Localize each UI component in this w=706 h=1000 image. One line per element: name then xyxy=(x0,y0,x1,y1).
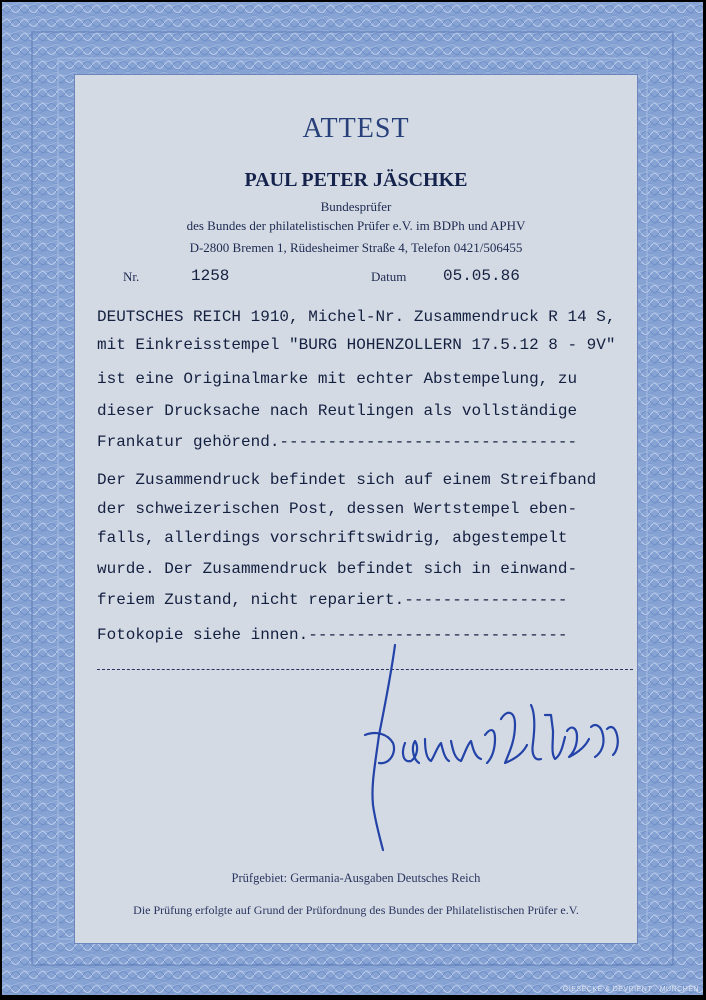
attest-title: ATTEST xyxy=(302,113,410,144)
body-line: mit Einkreisstempel "BURG HOHENZOLLERN 17.5.12 8 - 9V" xyxy=(97,336,616,354)
certificate-sheet xyxy=(2,2,703,995)
examiner-role: Bundesprüfer xyxy=(320,199,392,214)
body-line: dieser Drucksache nach Reutlingen als vollständige xyxy=(97,402,578,420)
examiner-address: D-2800 Bremen 1, Rüdesheimer Straße 4, Telefon 0421/506455 xyxy=(189,240,523,255)
body-line: wurde. Der Zusammendruck befindet sich in einwand- xyxy=(97,560,578,578)
certificate-panel xyxy=(74,74,638,944)
nr-label: Nr. xyxy=(123,269,140,284)
body-line: Der Zusammendruck befindet sich auf einem Streifband xyxy=(97,471,597,489)
printer-imprint: GIESECKE & DEVRIENT · MÜNCHEN xyxy=(562,986,699,993)
datum-value: 05.05.86 xyxy=(443,267,520,285)
pruefgebiet-text: Prüfgebiet: Germania-Ausgaben Deutsches Reich xyxy=(231,871,481,885)
examiner-name: PAUL PETER JÄSCHKE xyxy=(244,169,468,191)
handwritten-signature xyxy=(345,635,635,855)
datum-label: Datum xyxy=(371,269,407,284)
examiner-association: des Bundes der philatelistischen Prüfer e.V. im BDPh und APHV xyxy=(186,218,526,233)
nr-value: 1258 xyxy=(191,267,230,285)
body-line: freiem Zustand, nicht repariert.----------------- xyxy=(97,591,568,609)
pruefordnung-text: Die Prüfung erfolgte auf Grund der Prüfordnung des Bundes der Philatelistischen Prüfer e.V. xyxy=(133,903,579,917)
body-line: ist eine Originalmarke mit echter Abstempelung, zu xyxy=(97,370,578,388)
body-line: Fotokopie siehe innen.--------------------------- xyxy=(97,626,568,644)
body-line: DEUTSCHES REICH 1910, Michel-Nr. Zusammendruck R 14 S, xyxy=(97,308,616,326)
body-line: Frankatur gehörend.------------------------------- xyxy=(97,433,578,451)
body-line: der schweizerischen Post, dessen Wertstempel eben- xyxy=(97,500,578,518)
body-line: falls, allerdings vorschriftswidrig, abgestempelt xyxy=(97,529,568,547)
